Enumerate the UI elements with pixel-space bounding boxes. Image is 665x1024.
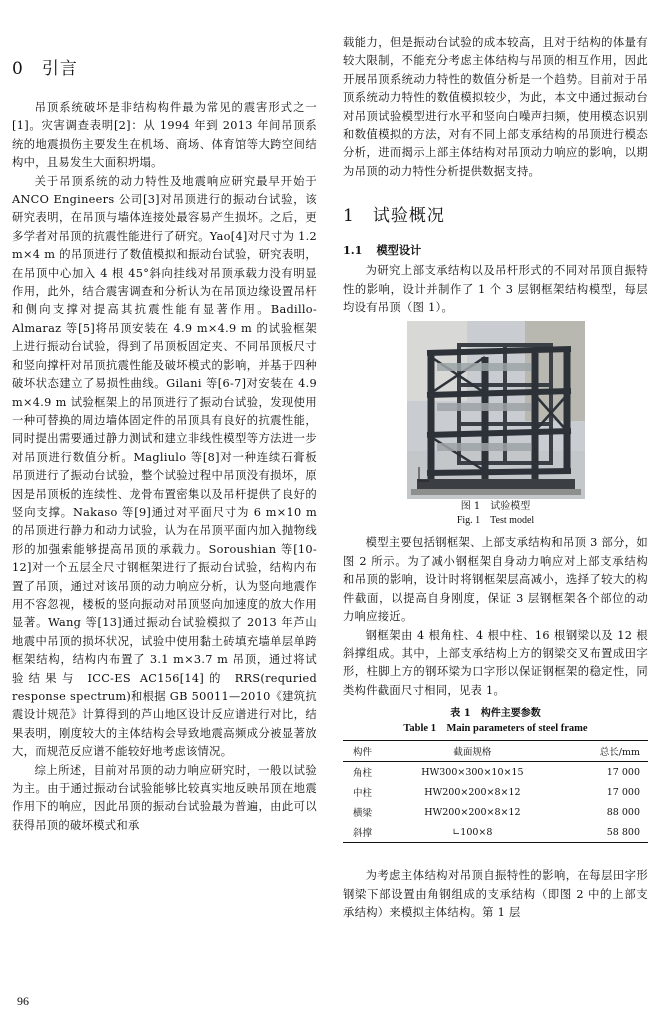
table-cell: 17 000 (606, 766, 640, 778)
parameters-table (343, 740, 648, 843)
table-header-row (343, 741, 648, 762)
subsection-title: 模型设计 (376, 243, 422, 258)
table-row (343, 822, 648, 843)
paragraph: 综上所述，目前对吊顶的动力响应研究时，一般以试验为主。由于通过振动台试验能够比较真实地反映吊顶在地震作用下的响应，因此吊顶的振动台试验最为普遍，由此可以获得吊顶的破坏模式和承 (12, 763, 317, 832)
table-cell: 17 000 (606, 786, 640, 798)
subsection-heading-model-design (343, 242, 648, 258)
section-title: 试验概况 (372, 206, 445, 227)
table-cell: HW300×300×10×15 (421, 766, 524, 778)
paragraph: 为研究上部支承结构以及吊杆形式的不同对吊顶自振特性的影响，设计并制作了 1 个 3 层钢框架结构模型，每层均设有吊顶（图 1）。 (343, 264, 648, 315)
figure-1 (343, 321, 648, 528)
paragraph: 模型主要包括钢框架、上部支承结构和吊顶 3 部分，如图 2 所示。为了减小钢框架自身动力响应对上部支承结构和吊顶的影响，设计时将钢框架层高减小，选择了较大的构件截面，以提高自身刚度，保证 3 层钢框架各个部位的动力响应接近。 (343, 536, 648, 624)
test-model-photo (407, 321, 585, 499)
table-cell: 中柱 (353, 788, 373, 800)
subsection-number: 1.1 (343, 243, 363, 258)
table-cell: ∟100×8 (382, 822, 563, 843)
table-cell: HW200×200×8×12 (424, 806, 521, 818)
figure-caption-en: Fig. 1 Test model (456, 515, 535, 527)
table-row (343, 802, 648, 822)
table-cell: 58 800 (563, 822, 648, 843)
table-cell: 斜撑 (343, 822, 382, 843)
table-cell: 横梁 (353, 808, 373, 820)
left-column (12, 32, 317, 835)
table-header-cell: 截面规格 (382, 741, 563, 762)
table-cell: 角柱 (353, 768, 373, 780)
table-header-cell: 构件 (343, 741, 382, 762)
section-heading-test-overview (343, 201, 648, 226)
paragraph: 吊顶系统破坏是非结构构件最为常见的震害形式之一[1]。灾害调查表明[2]：从 1994 年到 2013 年间吊顶系统的地震损伤主要发生在机场、商场、体育馆等大跨空间结构中，且易发生大面积坍塌。 (12, 101, 317, 170)
page-number: 96 (17, 994, 29, 1008)
section-title: 引言 (41, 59, 78, 79)
table-caption-cn: 表 1 构件主要参数 (450, 708, 541, 720)
table-header-cell: 总长/mm (563, 741, 648, 762)
right-column (343, 34, 648, 922)
table-caption-en: Table 1 Main parameters of steel frame (403, 723, 588, 735)
section-number: 1 (343, 206, 355, 227)
table-cell: HW200×200×8×12 (424, 786, 521, 798)
paragraph: 钢框架由 4 根角柱、4 根中柱、16 根钢梁以及 12 根斜撑组成。其中，上部支承结构上方的钢梁交叉布置成田字形，柱脚上方的钢环梁为口字形以保证钢框架的稳定性，同类构件截面尺寸相同，见表 1。 (343, 628, 648, 697)
table-row (343, 782, 648, 802)
table-cell: 88 000 (606, 806, 640, 818)
figure-caption-cn: 图 1 试验模型 (460, 501, 531, 513)
section-number: 0 (12, 59, 24, 79)
section-heading-introduction (12, 54, 317, 79)
paragraph: 关于吊顶系统的动力特性及地震响应研究最早开始于 ANCO Engineers 公司[3]对吊顶进行的振动台试验，该研究表明，在吊顶与墙体连接处最容易产生损坏。之后，更多学者对吊顶的抗震性能进行了研究。Yao[4]对尺寸为 1.2 m×4 m 的吊顶进行了数值模拟和振动台试验，研究表明，在吊顶中心加入 4 根 45°斜向挂线对吊顶承载力没有明显作用，此外，结合震害调查和分析认为在吊顶边缘设置吊杆和侧向支撑对提高其抗震性能有显著作用。Badillo-Almaraz 等[5]将吊顶安装在 4.9 m×4.9 m 的试验框架上进行振动台试验，得到了吊顶板固定夹、不同吊顶板尺寸和竖向撑杆对吊顶抗震性能及破坏模式的影响，并基于四种破坏状态建立了易损性曲线。Gilani 等[6-7]对安装在 4.9 m×4.9 m 试验框架上的吊顶进行了振动台试验，发现使用一种可替换的周边墙体固定件的吊顶具有良好的抗震性能，同时提出需要通过静力测试和建立非线性模型等方法进一步对吊顶进行数值分析。Magliulo 等[8]对一种连续石膏板吊顶进行了振动台试验，整个试验过程中吊顶没有损坏，原因是吊顶板的连续性、龙骨布置密集以及吊杆提供了良好的竖向支撑。Nakaso 等[9]通过对平面尺寸为 6 m×10 m 的吊顶进行静力和动力试验，认为在吊顶平面内加入抛物线形的加强索能够提高吊顶的承载力。Soroushian 等[10-12]对一个五层全尺寸钢框架进行了振动台试验，结构内布置了吊顶，通过对该吊顶的动力响应分析，认为竖向地震作用不容忽视，楼板的竖向振动对吊顶竖向加速度的放大作用显著。Wang 等[13]通过振动台试验模拟了 2013 年芦山地震中吊顶的损坏状况，试验中使用黏土砖填充墙单层单跨框架结构，结构内布置了 3.1 m×3.7 m 吊顶，通过将试验结果与 ICC-ES AC156[14]的 RRS(requried response spectrum)和根据 GB 50011—2010《建筑抗震设计规范》计算得到的芦山地区设计反应谱进行对比，结果表明，刚度较大的主体结构会导致地震高频成分被显著放大，而规范反应谱不能较好地考虑该情况。 (12, 174, 317, 759)
paragraph: 为考虑主体结构对吊顶自振特性的影响，在每层田字形钢梁下部设置由角钢组成的支承结构（即图 2 中的上部支承结构）来模拟主体结构。第 1 层 (343, 869, 648, 919)
paragraph-continuation: 载能力，但是振动台试验的成本较高，且对于结构的体量有较大限制，不能充分考虑主体结构与吊顶的相互作用，因此开展吊顶系统动力特性的数值分析是一个趋势。目前对于吊顶系统动力特性的数值模拟较少，为此，本文中通过振动台对吊顶试验模型进行水平和竖向白噪声扫频，使用模态识别和数值模拟的方法，对有不同上部支承结构的吊顶进行模态分析，进而揭示上部主体结构对吊顶动力响应的影响，以期为吊顶的动力特性分析提供数据支持。 (343, 36, 648, 178)
table-row (343, 762, 648, 783)
